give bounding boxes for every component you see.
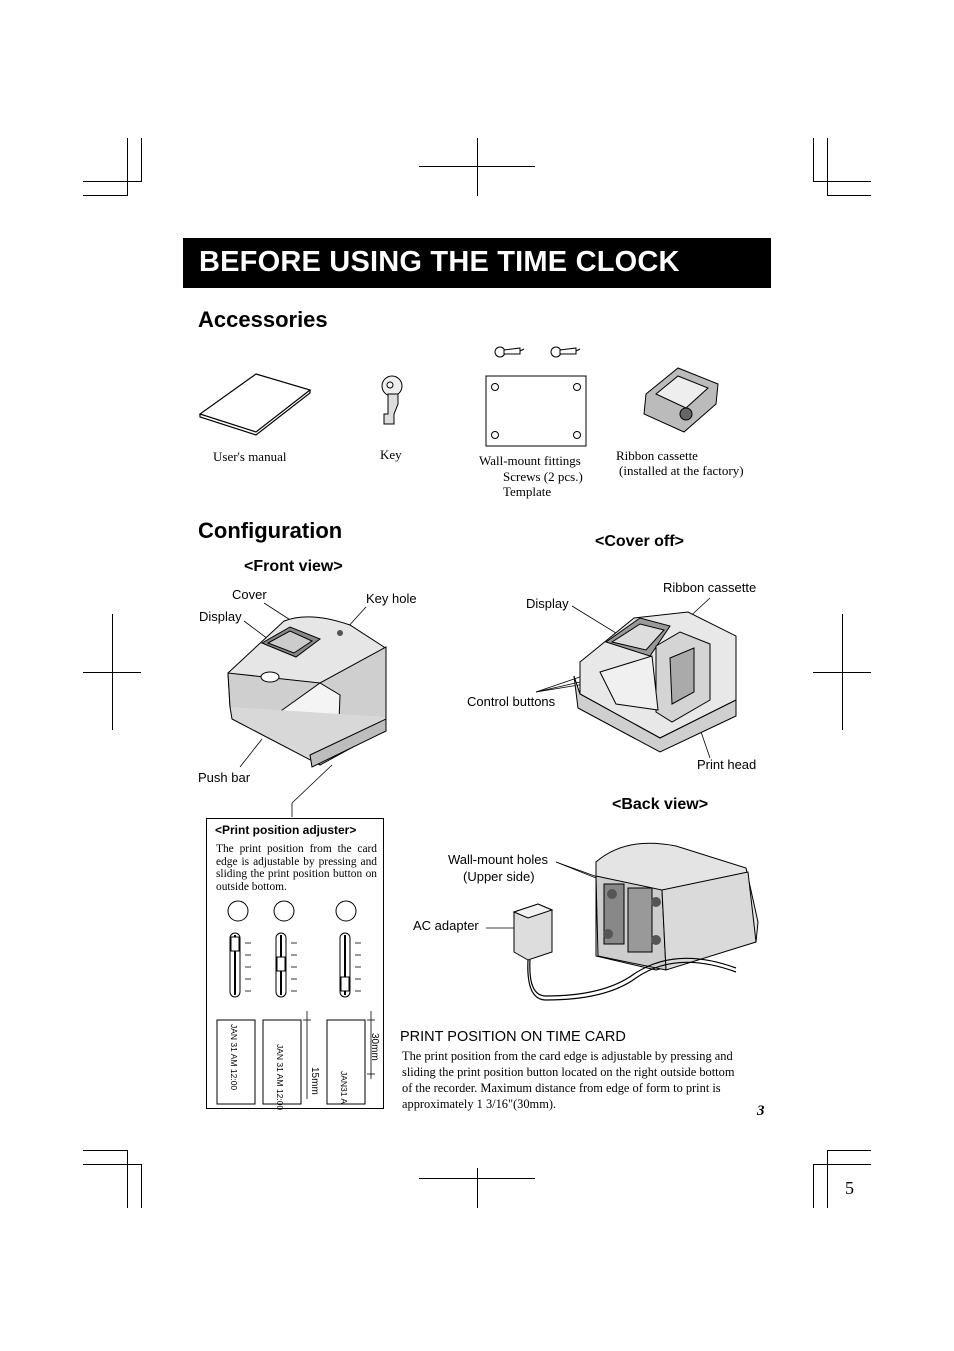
print-position-heading: PRINT POSITION ON TIME CARD: [400, 1029, 626, 1045]
ribbon-cassette-illustration: [638, 364, 722, 436]
configuration-heading: Configuration: [198, 518, 343, 543]
screws-illustration: [490, 340, 590, 364]
page-title-bar: [183, 238, 771, 288]
back-view-illustration: [486, 832, 762, 994]
ribbon-cassette-label: Ribbon cassette: [616, 448, 698, 463]
front-view-illustration: [200, 595, 400, 817]
ribbon-cassette-note: (installed at the factory): [619, 463, 744, 478]
key-illustration: [378, 374, 408, 430]
card-label-3: JAN31 A: [339, 1071, 349, 1105]
front-keyhole-label: Key hole: [366, 591, 417, 606]
front-display-label: Display: [199, 609, 242, 624]
front-pushbar-label: Push bar: [198, 770, 251, 785]
template-label: Template: [503, 484, 552, 499]
users-manual-illustration: [196, 372, 316, 436]
coveroff-display-label: Display: [526, 596, 569, 611]
card-label-2: JAN 31 AM 12:00: [275, 1044, 285, 1111]
cover-off-illustration: [560, 592, 745, 760]
cover-off-heading: <Cover off>: [595, 533, 684, 550]
print-position-text: The print position from the card edge is adjustable by pressing and sliding the print position button located on the right outside bottom of the recorder. Maximum distance from edge of form to print is approximately 1 3/16"(30mm).: [402, 1049, 735, 1111]
accessories-heading: Accessories: [198, 307, 328, 332]
page-number: 5: [845, 1178, 854, 1198]
adjuster-text: The print position from the card edge is adjustable by pressing and sliding the print position button on outside bottom.: [216, 843, 377, 893]
back-ac-adapter-label: AC adapter: [413, 918, 479, 933]
wall-mount-label: Wall-mount fittings: [479, 453, 581, 468]
coveroff-ribbon-label: Ribbon cassette: [663, 580, 757, 595]
screws-label: Screws (2 pcs.): [503, 469, 583, 484]
back-view-heading: <Back view>: [612, 796, 709, 813]
front-view-heading: <Front view>: [244, 558, 343, 575]
coveroff-printhead-label: Print head: [697, 757, 757, 772]
coveroff-control-buttons-label: Control buttons: [467, 694, 556, 709]
front-cover-label: Cover: [232, 587, 267, 602]
back-wallmount-holes-label: Wall-mount holes: [448, 852, 548, 867]
dimension-30mm: 30mm: [369, 1033, 380, 1061]
manual-page-number: 3: [757, 1103, 765, 1119]
card-label-1: JAN 31 AM 12:00: [229, 1024, 239, 1091]
adjuster-title: <Print position adjuster>: [215, 823, 357, 837]
print-position-adjuster-box: [206, 818, 384, 1109]
users-manual-label: User's manual: [213, 449, 287, 464]
page-title: BEFORE USING THE TIME CLOCK: [199, 246, 680, 278]
back-upper-side-label: (Upper side): [463, 869, 535, 884]
template-illustration: [485, 375, 589, 449]
dimension-15mm: 15mm: [309, 1067, 320, 1095]
key-label: Key: [380, 447, 402, 462]
